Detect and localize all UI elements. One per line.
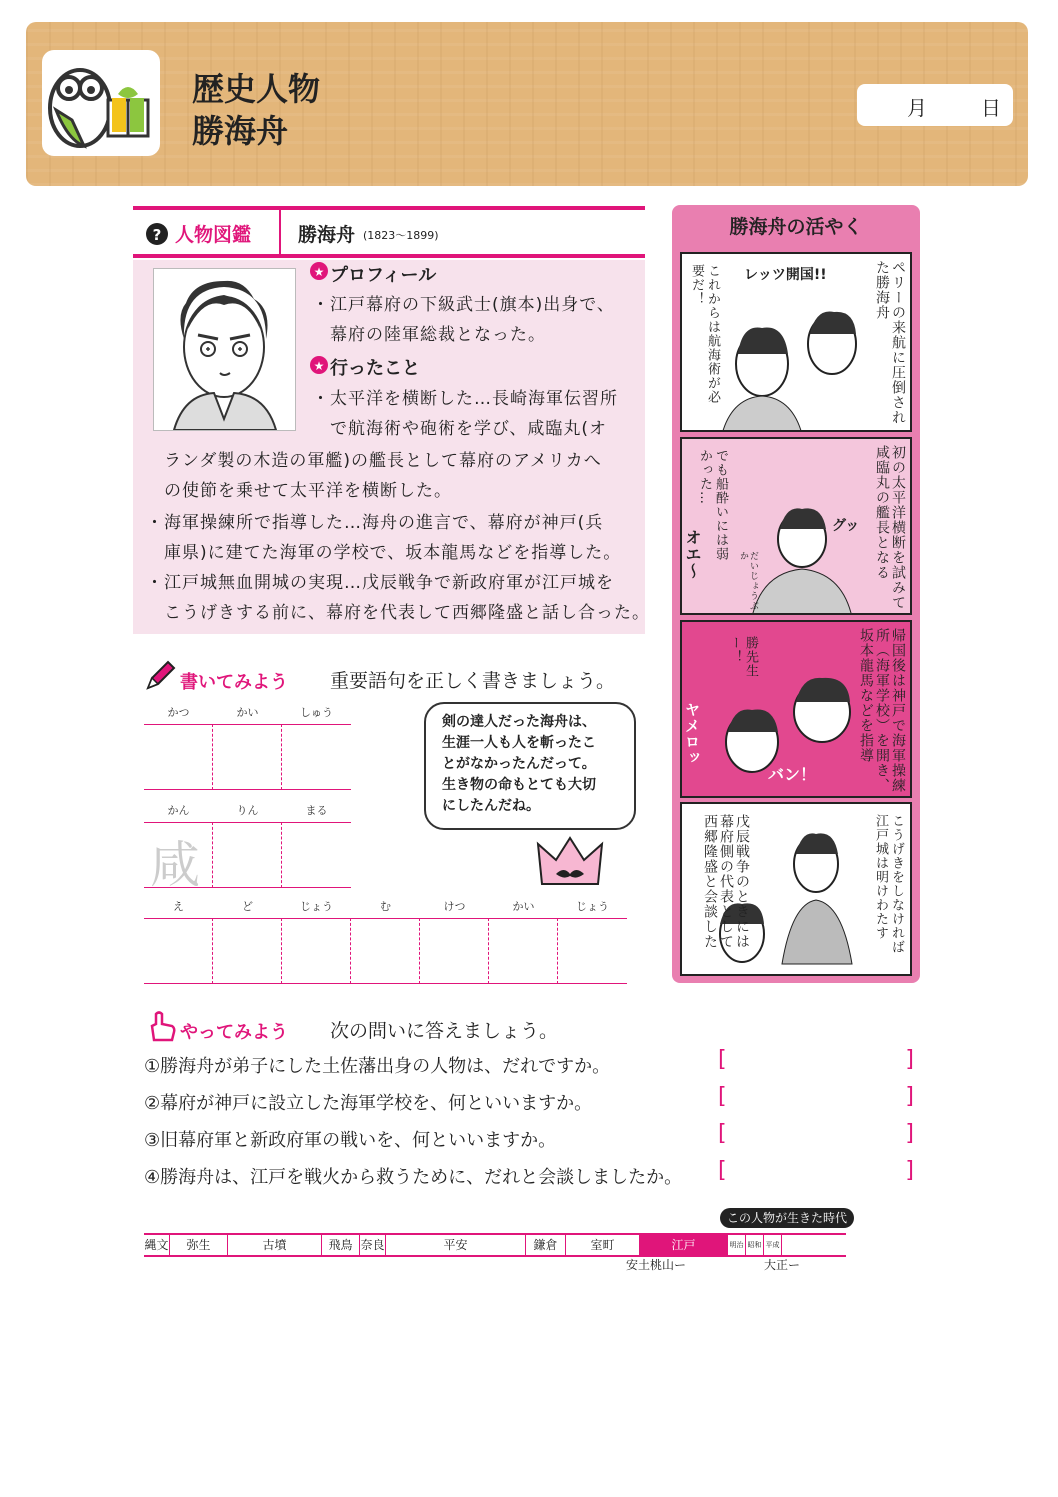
pointing-hand-icon	[146, 1010, 176, 1042]
deeds-line: で航海術や砲術を学び、咸臨丸(オ	[330, 419, 607, 439]
practice-title: 書いてみよう	[180, 672, 288, 693]
profile-badge	[133, 210, 281, 254]
comic-panel-3	[680, 620, 912, 798]
deeds-line: ランダ製の木造の軍艦)の艦長として幕府のアメリカへ	[164, 451, 602, 471]
question-icon	[145, 220, 169, 246]
svg-text:★: ★	[313, 265, 325, 279]
page-category: 歴史人物	[192, 70, 321, 108]
star-icon	[310, 356, 328, 374]
reading-label: しゅう	[300, 706, 333, 719]
svg-text:?: ?	[152, 226, 162, 244]
person-years: (1823〜1899)	[363, 229, 439, 242]
answer-field-1[interactable]	[718, 1047, 914, 1081]
pencil-icon	[144, 658, 178, 692]
bracket-close: ]	[905, 1158, 914, 1183]
bracket-open: [	[718, 1121, 727, 1146]
reading-label: ど	[242, 900, 253, 913]
writing-cell[interactable]	[144, 724, 213, 790]
writing-cell[interactable]	[420, 918, 489, 984]
panel-caption: 初の太平洋横断を試みて咸臨丸の艦長となる	[874, 445, 906, 610]
person-name: 勝海舟	[298, 224, 356, 246]
reading-label: じょう	[576, 900, 609, 913]
comic-title: 勝海舟の活やく	[729, 216, 863, 238]
writing-cell[interactable]	[213, 724, 282, 790]
era-timeline	[144, 1233, 846, 1257]
writing-cell[interactable]	[144, 918, 213, 984]
portrait-image	[153, 268, 296, 431]
bracket-close: ]	[905, 1047, 914, 1072]
profile-section-title: プロフィール	[330, 265, 437, 286]
answer-field-3[interactable]	[718, 1121, 914, 1155]
timeline-label: この人物が生きた時代	[720, 1208, 854, 1228]
bubble-line: 生涯一人も人を斬ったこ	[442, 735, 596, 751]
shout-text: レッツ開国!!	[744, 267, 827, 283]
writing-cell[interactable]	[489, 918, 558, 984]
bubble-line: にしたんだね。	[442, 798, 540, 814]
bracket-open: [	[718, 1158, 727, 1183]
sound-effect: オエ〜	[683, 529, 702, 580]
answer-field-4[interactable]	[718, 1158, 914, 1192]
era-cell: 飛鳥	[322, 1235, 360, 1255]
reading-label: かつ	[167, 706, 190, 719]
deeds-line: こうげきする前に、幕府を代表して西郷隆盛と話し合った。	[164, 603, 650, 623]
era-cell: 奈良	[360, 1235, 386, 1255]
owl-book-logo	[42, 50, 160, 156]
deeds-line: ・海軍操練所で指導した…海舟の進言で、幕府が神戸(兵	[146, 513, 604, 533]
reading-label: かい	[236, 706, 259, 719]
panel-caption: ペリーの来航に圧倒された勝海舟	[874, 260, 906, 425]
trace-sample: 咸	[150, 836, 200, 894]
reading-label: かん	[167, 804, 190, 817]
quiz-instruction: 次の問いに答えましょう。	[330, 1020, 559, 1042]
bubble-line: 剣の達人だった海舟は、	[442, 714, 596, 730]
panel-caption: 帰国後は神戸で海軍操練所（海軍学校）を開き、坂本龍馬などを指導	[858, 628, 906, 793]
reading-label: かい	[512, 900, 535, 913]
era-cell: 弥生	[170, 1235, 228, 1255]
speech-bubble: でも船酔いには弱かった…	[697, 449, 728, 561]
bubble-line: とがなかったんだって。	[442, 756, 596, 772]
quiz-title: やってみよう	[180, 1022, 288, 1043]
era-cell: 昭和	[746, 1235, 764, 1255]
question-4: ④勝海舟は、江戸を戦火から救うために、だれと会談しましたか。	[144, 1167, 683, 1188]
era-cell: 古墳	[228, 1235, 322, 1255]
speech-bubble-tip	[424, 702, 636, 830]
sound-effect: ヤメロッ	[683, 702, 701, 766]
writing-cell[interactable]	[213, 822, 282, 888]
comic-figure	[742, 489, 872, 615]
speech-bubble: こうげきをしなければ江戸城は明けわたす	[873, 814, 904, 954]
question-3: ③旧幕府軍と新政府軍の戦いを、何といいますか。	[144, 1130, 557, 1151]
reading-label: じょう	[300, 900, 333, 913]
speech-bubble: これからは航海術が必要だ！	[689, 264, 720, 404]
deeds-section-title: 行ったこと	[330, 358, 420, 379]
panel-caption: 戊辰戦争のときには幕府側の代表として西郷隆盛と会談した	[702, 814, 750, 949]
page-title: 勝海舟	[192, 112, 289, 150]
crown-mascot-icon	[536, 834, 606, 890]
writing-cell[interactable]	[213, 918, 282, 984]
writing-cell[interactable]	[558, 918, 627, 984]
deeds-line: の使節を乗せて太平洋を横断した。	[164, 481, 452, 501]
profile-badge-label: 人物図鑑	[175, 224, 252, 246]
era-cell: 室町	[566, 1235, 640, 1255]
bubble-line: 生き物の命もとても大切	[442, 777, 596, 793]
small-speech: だいじょうぶか	[738, 551, 758, 611]
sound-effect: バン！	[768, 765, 817, 784]
date-field[interactable]	[857, 84, 1013, 126]
era-cell: 明治	[728, 1235, 746, 1255]
deeds-line: ・太平洋を横断した…長崎海軍伝習所	[312, 389, 618, 409]
answer-field-2[interactable]	[718, 1084, 914, 1118]
era-cell: 鎌倉	[526, 1235, 566, 1255]
reading-label: けつ	[443, 900, 466, 913]
month-label: 月	[907, 96, 927, 120]
reading-label: む	[380, 900, 391, 913]
reading-label: え	[173, 900, 184, 913]
era-cell: 平成	[764, 1235, 782, 1255]
question-1: ①勝海舟が弟子にした土佐藩出身の人物は、だれですか。	[144, 1056, 611, 1077]
era-sub-label: 大正ー	[764, 1258, 801, 1272]
reading-label: りん	[236, 804, 259, 817]
comic-panel-2	[680, 437, 912, 615]
era-cell: 江戸	[640, 1235, 728, 1255]
era-cell: 平安	[386, 1235, 526, 1255]
profile-line: ・江戸幕府の下級武士(旗本)出身で、	[312, 295, 615, 315]
writing-cell[interactable]	[144, 822, 213, 894]
comic-panel-4	[680, 802, 912, 976]
era-sub-label: 安土桃山ー	[626, 1258, 687, 1272]
bracket-open: [	[718, 1047, 727, 1072]
deeds-line: ・江戸城無血開城の実現…戊辰戦争で新政府軍が江戸城を	[146, 573, 614, 593]
sound-effect: グッ	[832, 518, 860, 534]
profile-line: 幕府の陸軍総裁となった。	[330, 325, 546, 345]
bracket-open: [	[718, 1084, 727, 1109]
question-2: ②幕府が神戸に設立した海軍学校を、何といいますか。	[144, 1093, 593, 1114]
deeds-line: 庫県)に建てた海軍の学校で、坂本龍馬などを指導した。	[164, 543, 622, 563]
bracket-close: ]	[905, 1084, 914, 1109]
writing-cell[interactable]	[351, 918, 420, 984]
writing-cell[interactable]	[282, 724, 351, 790]
comic-panel-1	[680, 252, 912, 432]
writing-cell[interactable]	[282, 918, 351, 984]
practice-instruction: 重要語句を正しく書きましょう。	[330, 670, 616, 692]
writing-cell[interactable]	[282, 822, 351, 888]
svg-text:★: ★	[313, 359, 325, 373]
era-cell: 縄文	[144, 1235, 170, 1255]
day-label: 日	[981, 96, 1001, 120]
reading-label: まる	[305, 804, 328, 817]
speech-bubble: 勝先生ー！	[727, 636, 758, 678]
comic-figure	[722, 294, 862, 432]
star-icon	[310, 262, 328, 280]
bracket-close: ]	[905, 1121, 914, 1146]
